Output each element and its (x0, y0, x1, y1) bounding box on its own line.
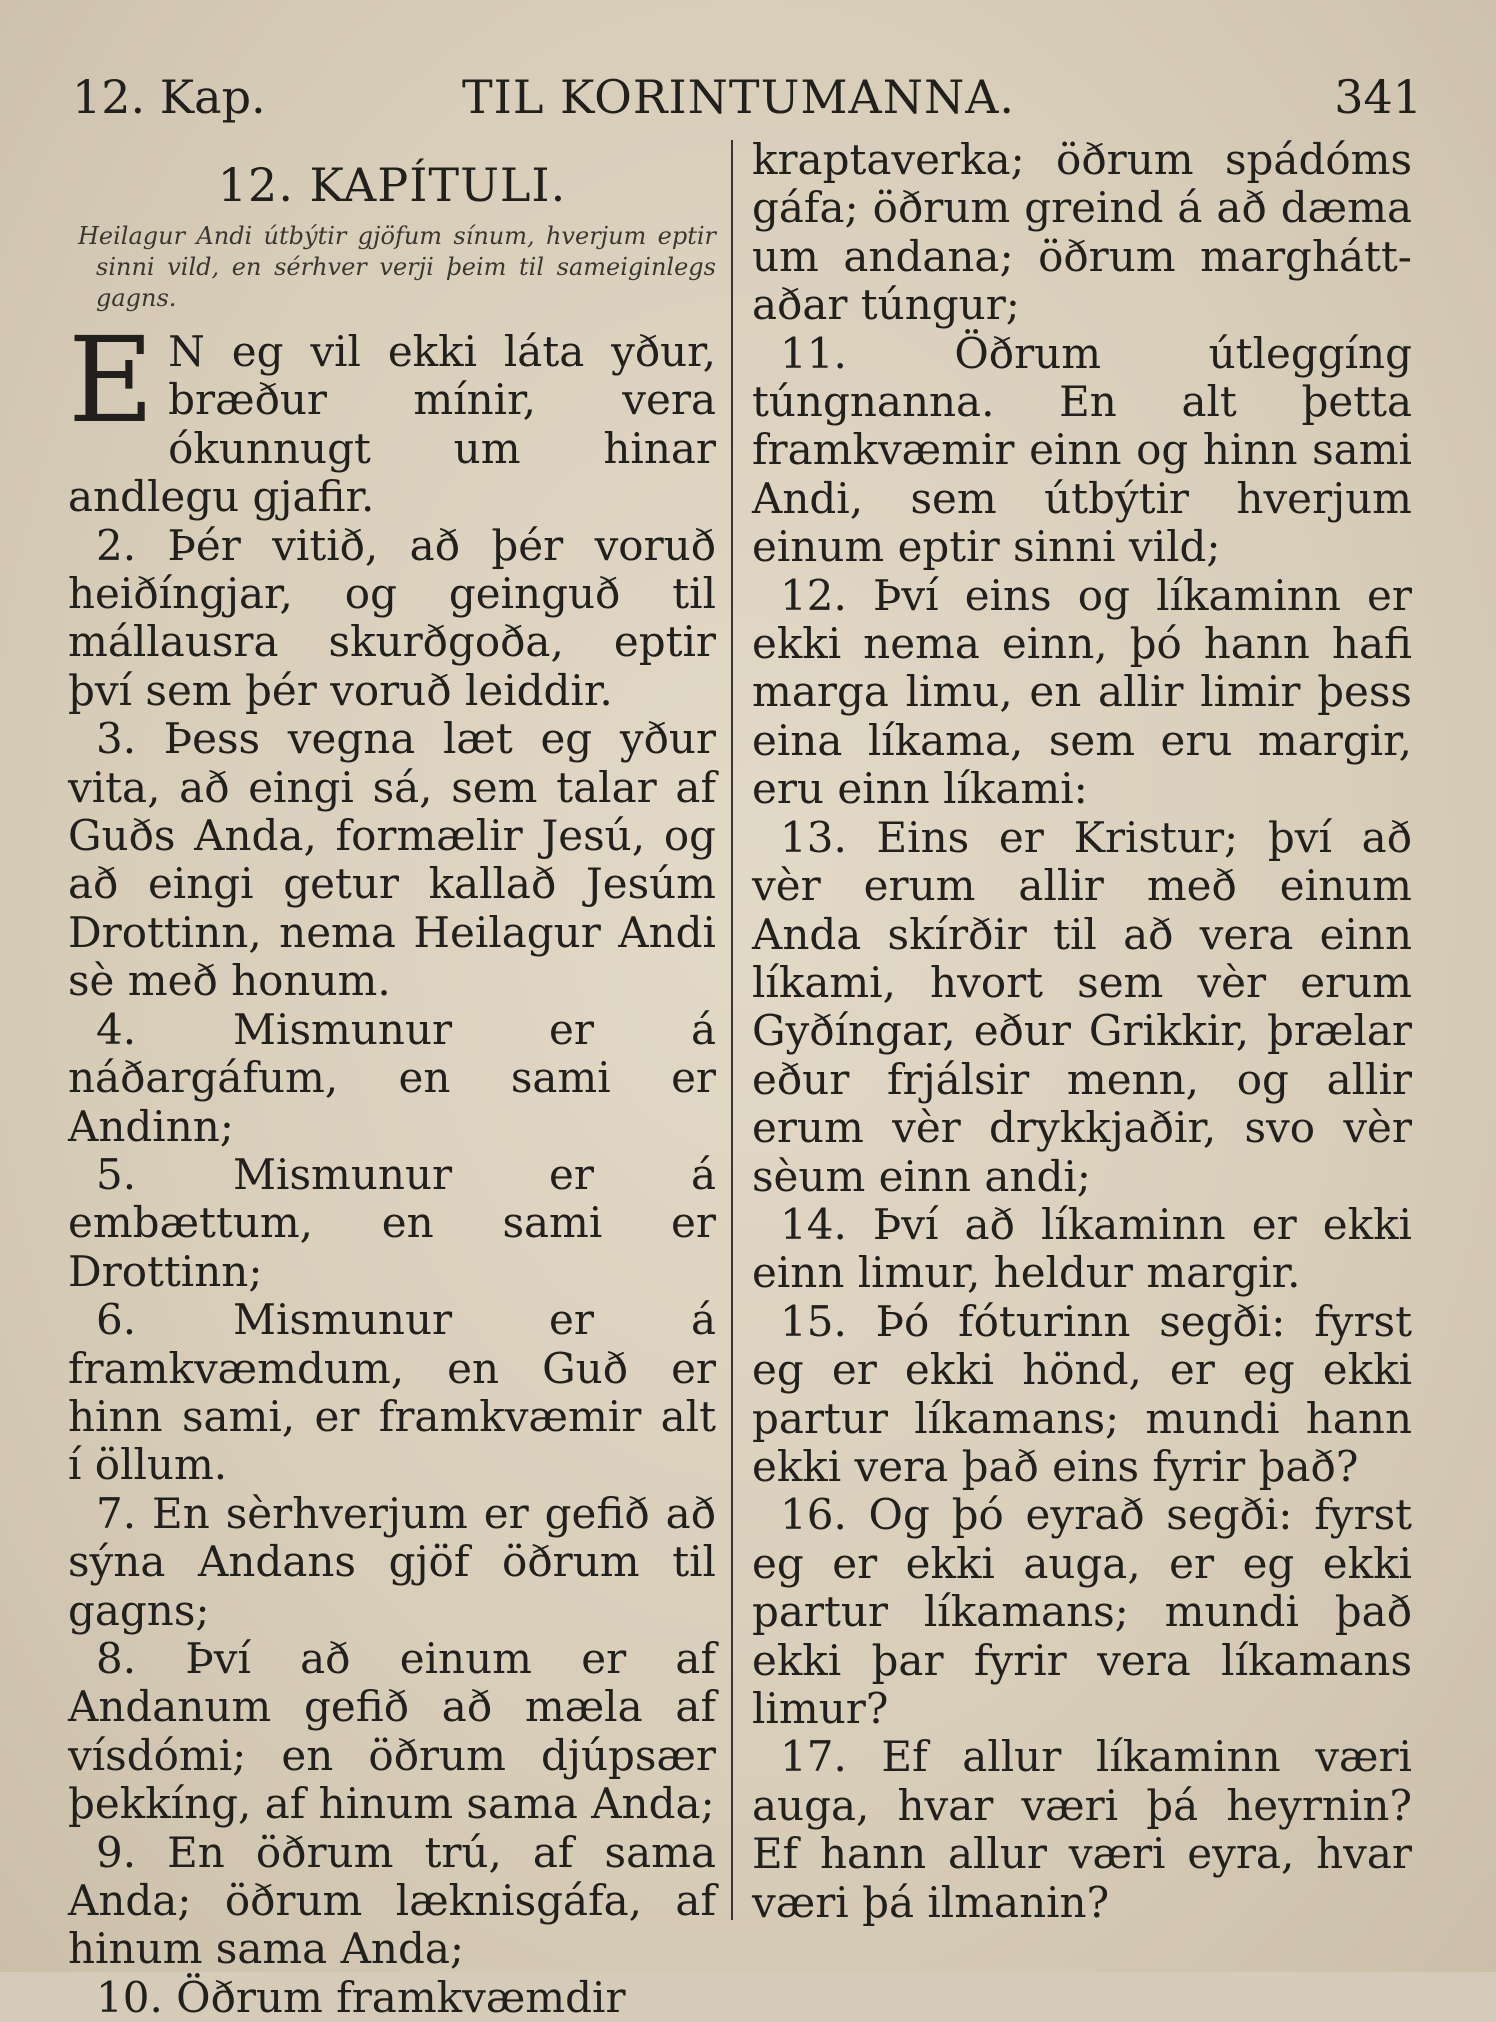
verse-10-start: 10. Öðrum framkvæmdir (96, 1972, 626, 2022)
chapter-title: 12. KAPÍTULI. (217, 158, 567, 212)
verse-9: 9. En öðrum trú, af sama Anda; öðrum læknisgáfa, af hinum sama Anda; (68, 1827, 716, 1974)
verse-6: 6. Mismunur er á framkvæmdum, en Guð er hinn sami, er framkvæmir alt í öllum. (68, 1295, 716, 1490)
column-divider (731, 140, 733, 1920)
verse-11: 11. Öðrum útleggíng túngnanna. En alt þetta framkvæmir einn og hinn sami Andi, sem útbýtir hverjum einum eptir sinni vild; (752, 328, 1412, 572)
verse-3: 3. Þess vegna læt eg yður vita, að eingi sá, sem talar af Guðs Anda, formælir Jesú, og að eingi getur kallað Jesúm Drottinn, nema Heilagur Andi sè með honum. (68, 714, 716, 1006)
left-column (68, 135, 716, 2022)
verse-17: 17. Ef allur líkaminn væri auga, hvar væri þá heyrnin? Ef hann allur væri eyra, hvar væri þá ilmanin? (752, 1732, 1412, 1927)
running-header (72, 62, 1422, 132)
verse-15: 15. Þó fóturinn segði: fyrst eg er ekki hönd, er eg ekki partur líkamans; mundi hann ekki vera það eins fyrir það? (752, 1296, 1412, 1491)
verse-1-text: N eg vil ekki láta yður, bræður mínir, vera ókunnugt um hinar andlegu gjafir. (68, 327, 716, 522)
verse-14: 14. Því að líkaminn er ekki einn limur, heldur margir. (752, 1199, 1412, 1298)
chapter-summary: Heilagur Andi útbýtir gjöfum sínum, hverjum eptir sinni vild, en sérhver verji þeim til sameiginlegs gagns. (78, 222, 716, 312)
verse-7: 7. En sèrhverjum er gefið að sýna Andans gjöf öðrum til gagns; (68, 1488, 716, 1635)
drop-cap: E (68, 311, 155, 449)
verse-1 (68, 311, 716, 522)
page-number: 341 (1334, 70, 1422, 124)
right-column (752, 136, 1412, 1927)
verse-16: 16. Og þó eyrað segði: fyrst eg er ekki auga, er eg ekki partur líkamans; mundi það ekki þar fyrir vera líkamans limur? (752, 1490, 1412, 1733)
verse-13: 13. Eins er Kristur; því að vèr erum allir með einum Anda skírðir til að vera einn líkami, hvort sem vèr erum Gyðíngar, eður Grikkir, þrælar eður frjálsir menn, og allir erum vèr drykkjaðir, svo vèr sèum einn andi; (752, 812, 1412, 1201)
verse-4: 4. Mismunur er á náðargáfum, en sami er Andinn; (68, 1004, 716, 1151)
verse-12: 12. Því eins og líkaminn er ekki nema einn, þó hann hafi marga limu, en allir limir þess eina líkama, sem eru margir, eru einn líkami: (752, 570, 1412, 814)
verse-5: 5. Mismunur er á embættum, en sami er Drottinn; (68, 1149, 716, 1296)
verse-2: 2. Þér vitið, að þér voruð heiðíngjar, og geinguð til mállausra skurðgoða, eptir því sem þér voruð leiddir. (68, 520, 716, 715)
verse-10-continued: kraptaverka; öðrum spádóms gáfa; öðrum greind á að dæma um andana; öðrum margháttaðar túngur; (752, 135, 1412, 330)
header-title: TIL KORINTUMANNA. (462, 70, 1016, 124)
header-chapter: 12. Kap. (72, 70, 266, 124)
verse-8: 8. Því að einum er af Andanum gefið að mæla af vísdómi; en öðrum djúpsær þekkíng, af hinum sama Anda; (68, 1633, 716, 1829)
